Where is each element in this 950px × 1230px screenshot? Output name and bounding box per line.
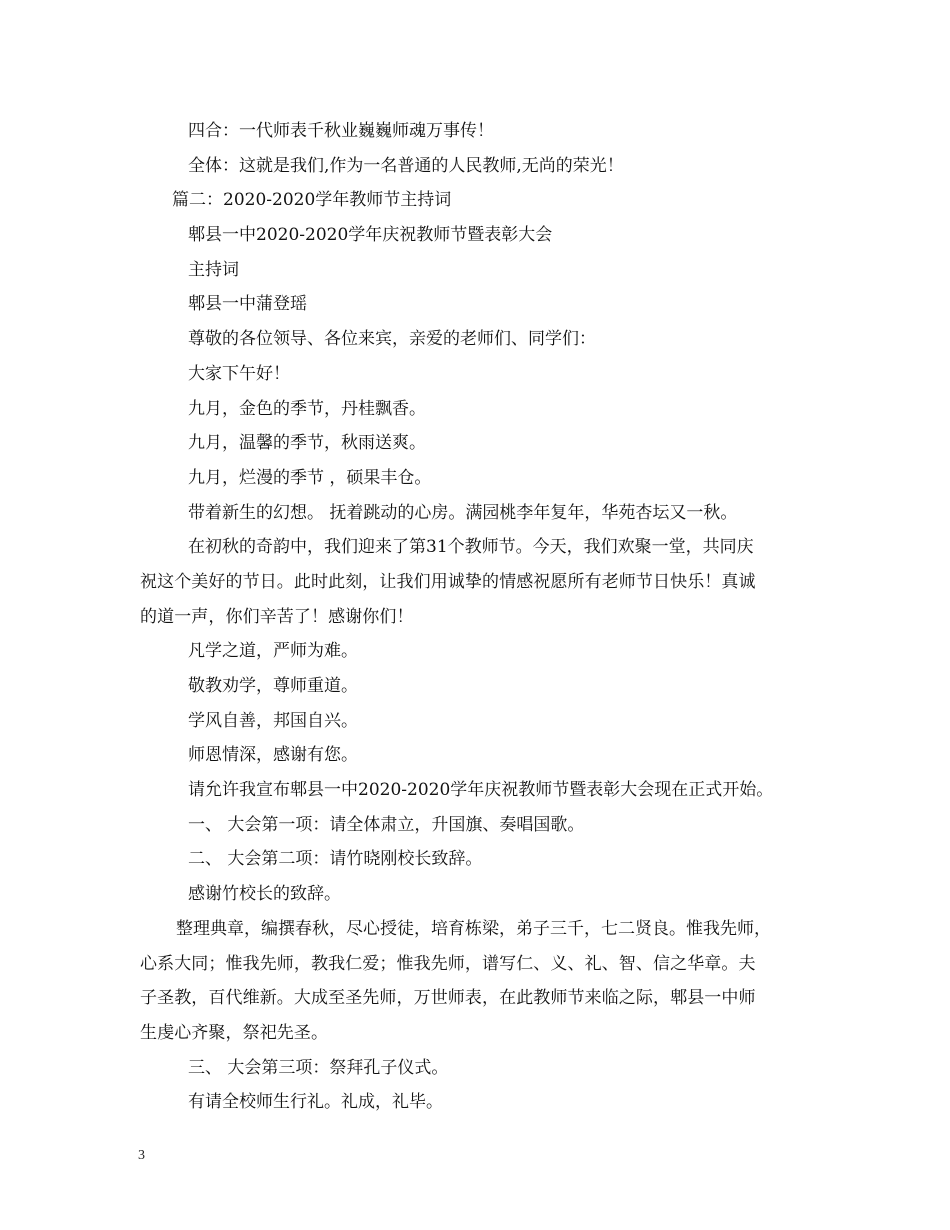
page-number: 3 (138, 1148, 145, 1163)
text-line: 学风自善，邦国自兴。 (188, 710, 358, 731)
text-line: 敬教劝学，尊师重道。 (188, 676, 358, 696)
text-line: 三、 大会第三项：祭拜孔子仪式。 (188, 1057, 449, 1078)
text-line: 主持词 (188, 259, 239, 280)
document-body (140, 114, 830, 1120)
text-line: 有请全校师生行礼。礼成，礼毕。 (188, 1092, 443, 1113)
text-line: 心系大同；惟我先师，教我仁爱；惟我先师，谱写仁、义、礼、智、信之华章。夫 (140, 953, 756, 974)
text-line: 带着新生的幻想。 抚着跳动的心房。满园桃李年复年，华苑杏坛又一秋。 (188, 502, 738, 523)
text-line: 九月，金色的季节，丹桂飘香。 (188, 398, 426, 419)
text-line: 九月，温馨的季节，秋雨送爽。 (188, 433, 426, 454)
text-line: 整理典章，编撰春秋，尽心授徒，培育栋梁，弟子三千，七二贤良。惟我先师， (176, 918, 771, 939)
text-line: 感谢竹校长的致辞。 (188, 884, 341, 905)
text-line: 的道一声，你们辛苦了！感谢你们！ (140, 606, 414, 627)
text-line: 大家下午好！ (188, 363, 290, 384)
text-line: 尊敬的各位领导、各位来宾，亲爱的老师们、同学们： (188, 329, 596, 350)
text-line: 在初秋的奇韵中，我们迎来了第31个教师节。今天，我们欢聚一堂，共同庆 (188, 537, 754, 558)
text-line: 凡学之道，严师为难。 (188, 641, 358, 662)
text-line: 生虔心齐聚，祭祀先圣。 (140, 1022, 329, 1043)
text-line: 四合：一代师表千秋业巍巍师魂万事传！ (188, 121, 494, 141)
text-line: 子圣教，百代维新。大成至圣先师，万世师表，在此教师节来临之际，郫县一中师 (140, 988, 756, 1009)
section-heading: 篇二：2020-2020学年教师节主持词 (172, 190, 452, 211)
text-line: 全体：这就是我们,作为一名普通的人民教师,无尚的荣光！ (188, 155, 624, 176)
text-line: 九月，烂漫的季节 ，硕果丰仓。 (188, 467, 432, 488)
text-line: 郫县一中2020-2020学年庆祝教师节暨表彰大会 (188, 225, 553, 246)
text-line: 一、 大会第一项：请全体肃立，升国旗、奏唱国歌。 (188, 814, 585, 835)
text-line: 祝这个美好的节日。此时此刻，让我们用诚挚的情感祝愿所有老师节日快乐！真诚 (140, 571, 756, 592)
text-line: 郫县一中蒲登瑶 (188, 294, 307, 315)
text-line: 请允许我宣布郫县一中2020-2020学年庆祝教师节暨表彰大会现在正式开始。 (188, 780, 774, 801)
text-line: 二、 大会第二项：请竹晓刚校长致辞。 (188, 849, 483, 870)
text-line: 师恩情深，感谢有您。 (188, 745, 358, 766)
